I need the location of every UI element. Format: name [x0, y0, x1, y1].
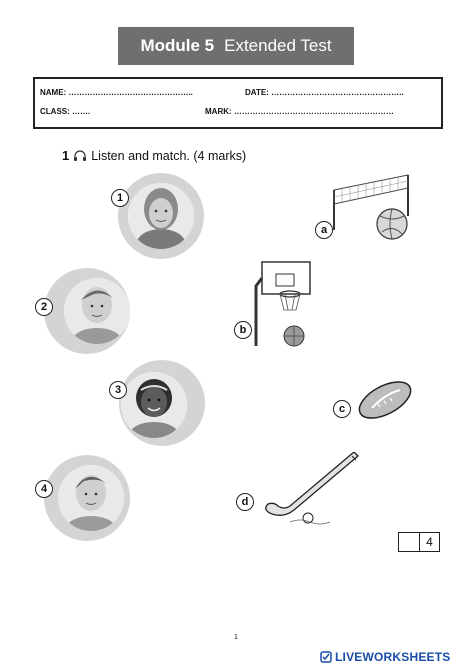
person-photo-2 [44, 268, 130, 354]
person-photo-4 [44, 455, 130, 541]
title-bar [118, 27, 354, 65]
exercise-number: 1 [62, 148, 70, 163]
name-field[interactable]: NAME: ……………………………………….. [40, 88, 193, 97]
score-input[interactable] [399, 533, 420, 551]
number-badge-4: 4 [35, 480, 53, 498]
exercise-instruction [62, 148, 246, 163]
page-number: 1 [234, 634, 238, 641]
mark-field[interactable]: MARK: …………………………………………………… [205, 107, 394, 116]
basketball-hoop-image [250, 258, 316, 350]
letter-badge-b: b [234, 321, 252, 339]
score-max: 4 [426, 535, 433, 549]
headphones-icon [73, 149, 87, 163]
volleyball-net-image [328, 170, 418, 242]
number-badge-1: 1 [111, 189, 129, 207]
hockey-stick-image [260, 452, 364, 528]
boy-photo [64, 278, 130, 344]
person-photo-1 [118, 173, 204, 259]
class-field[interactable]: CLASS: ……. [40, 107, 91, 116]
girl-photo-2 [121, 372, 187, 438]
test-subtitle: Extended Test [224, 36, 332, 55]
number-badge-3: 3 [109, 381, 127, 399]
liveworksheets-logo: LIVEWORKSHEETS [320, 650, 450, 664]
girl-photo [128, 183, 194, 249]
score-box [398, 532, 440, 552]
module-title: Module 5 [140, 36, 215, 55]
boy-photo-2 [58, 465, 124, 531]
letter-badge-d: d [236, 493, 254, 511]
student-info-box [33, 77, 443, 129]
date-field[interactable]: DATE: ………………………………………….. [245, 88, 404, 97]
number-badge-2: 2 [35, 298, 53, 316]
rugby-ball-image [354, 376, 416, 424]
person-photo-3 [119, 360, 205, 446]
liveworksheets-logo-icon [320, 651, 332, 663]
instruction-text: Listen and match. (4 marks) [91, 148, 247, 163]
letter-badge-a: a [315, 221, 333, 239]
letter-badge-c: c [333, 400, 351, 418]
